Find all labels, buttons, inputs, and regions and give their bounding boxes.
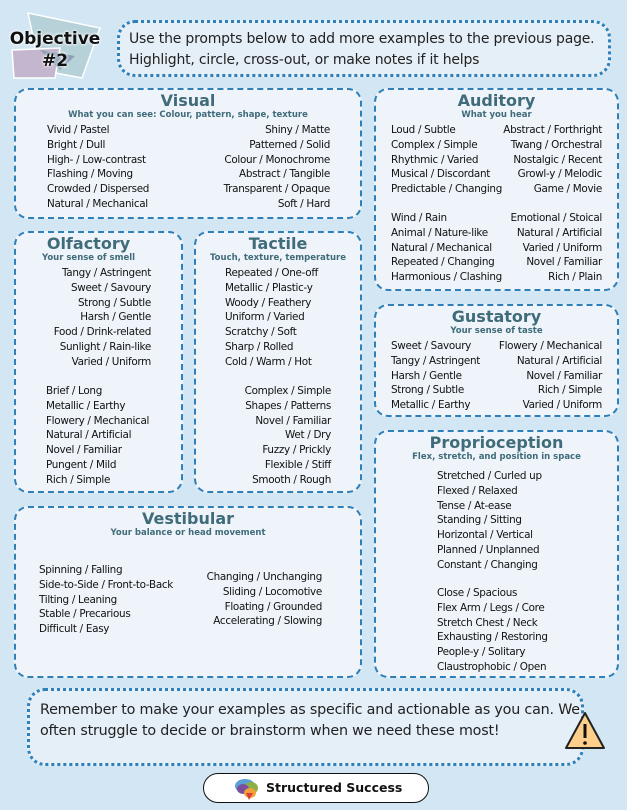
list-item: Sliding / Locomotive (222, 585, 322, 598)
list-item: Claustrophobic / Open (437, 660, 547, 673)
section-vestibular (14, 506, 362, 678)
list-item: Game / Movie (533, 183, 602, 196)
list-item: Predictable / Changing (391, 183, 502, 196)
section-subtitle: Flex, stretch, and position in space (412, 452, 581, 462)
item-column (39, 563, 173, 637)
brand-name: Structured Success (266, 780, 403, 795)
brain-logo-icon (233, 776, 261, 802)
list-item: Natural / Artificial (516, 226, 602, 239)
item-column (437, 469, 542, 573)
section-subtitle: What you can see: Colour, pattern, shape, texture (68, 110, 308, 120)
section-subtitle: Your balance or head movement (110, 528, 266, 538)
list-item: Brief / Long (46, 385, 102, 397)
list-item: Shapes / Patterns (245, 399, 331, 412)
section-tactile (194, 231, 362, 493)
objective-title (0, 28, 110, 72)
item-column (245, 384, 331, 488)
prompt-box (117, 20, 611, 77)
list-item: Varied / Uniform (522, 399, 602, 412)
list-item: Animal / Nature-like (391, 226, 488, 239)
list-item: Flexible / Stiff (264, 458, 331, 471)
list-item: Close / Spacious (437, 587, 518, 599)
list-item: Varied / Uniform (71, 355, 151, 368)
list-item: Rich / Plain (548, 271, 602, 284)
list-item: Novel / Familiar (526, 256, 602, 269)
item-column (46, 384, 149, 488)
list-item: Planned / Unplanned (437, 543, 540, 556)
list-item: Flowery / Mechanical (498, 340, 602, 352)
list-item: Emotional / Stoical (510, 212, 602, 224)
list-item: Natural / Artificial (46, 429, 132, 442)
list-item: Woody / Feathery (225, 296, 312, 309)
list-item: Complex / Simple (391, 138, 478, 151)
reminder-text: Remember to make your examples as specific and actionable as you can. We often struggle to decide or brainstorm when we need these most! (40, 702, 580, 739)
list-item: Bright / Dull (47, 138, 106, 151)
list-item: Novel / Familiar (255, 414, 331, 427)
list-item: Stretch Chest / Neck (437, 616, 538, 629)
list-item: Scratchy / Soft (225, 326, 297, 339)
section-title: Olfactory (46, 234, 131, 253)
list-item: Difficult / Easy (39, 623, 110, 636)
list-item: Tangy / Astringent (391, 354, 481, 367)
section-subtitle: Your sense of taste (450, 326, 543, 336)
list-item: Flashing / Moving (47, 168, 133, 181)
objective-line1: Objective (9, 29, 101, 49)
list-item: Nostalgic / Recent (513, 153, 602, 166)
reminder-box (27, 688, 584, 766)
list-item: Crowded / Dispersed (47, 183, 150, 196)
section-subtitle: What you hear (461, 110, 532, 120)
list-item: Metallic / Earthy (46, 399, 126, 412)
objective-line2: #2 (41, 51, 69, 71)
list-item: Changing / Unchanging (206, 571, 322, 583)
section-title: Auditory (457, 91, 536, 110)
list-item: High- / Low-contrast (47, 153, 146, 166)
list-item: Abstract / Tangible (239, 168, 330, 181)
item-column (391, 123, 502, 197)
section-subtitle: Touch, texture, temperature (210, 253, 346, 263)
list-item: Repeated / Changing (391, 256, 495, 269)
list-item: Vivid / Pastel (47, 124, 110, 136)
list-item: Abstract / Forthright (503, 124, 602, 136)
list-item: Harsh / Gentle (80, 311, 151, 324)
list-item: Horizontal / Vertical (437, 529, 533, 542)
list-item: Exhausting / Restoring (437, 631, 548, 644)
list-item: Pungent / Mild (46, 458, 117, 471)
list-item: Rich / Simple (537, 384, 602, 397)
warning-triangle-icon (563, 710, 607, 752)
item-column (225, 266, 318, 370)
item-column (511, 211, 603, 285)
list-item: Loud / Subtle (391, 124, 456, 136)
section-title: Visual (160, 91, 216, 110)
item-column (503, 123, 602, 197)
section-auditory (374, 88, 619, 291)
list-item: Side-to-Side / Front-to-Back (39, 578, 174, 591)
list-item: Rhythmic / Varied (391, 153, 479, 166)
item-column (499, 339, 602, 413)
list-item: Strong / Subtle (391, 384, 464, 397)
section-title: Gustatory (451, 307, 542, 326)
list-item: Growl-y / Melodic (517, 168, 602, 181)
list-item: Tangy / Astringent (61, 267, 151, 279)
list-item: Wind / Rain (391, 212, 447, 224)
section-visual (14, 88, 362, 219)
list-item: Transparent / Opaque (223, 183, 330, 196)
list-item: Soft / Hard (277, 197, 330, 210)
section-proprioception (374, 430, 619, 678)
brand-pill (203, 773, 429, 803)
list-item: Rich / Simple (46, 473, 111, 486)
item-column (391, 211, 502, 285)
list-item: Metallic / Plastic-y (225, 281, 313, 294)
list-item: Smooth / Rough (252, 473, 331, 486)
list-item: Flowery / Mechanical (46, 414, 150, 427)
item-column (224, 123, 330, 212)
item-column (437, 586, 548, 675)
list-item: Flex Arm / Legs / Core (437, 601, 545, 614)
list-item: Repeated / One-off (225, 267, 319, 279)
item-column (54, 266, 151, 370)
list-item: Stable / Precarious (39, 608, 131, 621)
prompt-text: Use the prompts below to add more examples to the previous page. Highlight, circle, cross-out, or make notes if it helps (129, 31, 595, 68)
list-item: Natural / Mechanical (47, 197, 148, 210)
list-item: Flexed / Relaxed (437, 484, 518, 497)
list-item: Sweet / Savoury (391, 340, 472, 352)
list-item: Sharp / Rolled (225, 340, 294, 353)
list-item: Constant / Changing (437, 558, 538, 571)
section-subtitle: Your sense of smell (41, 253, 136, 263)
list-item: Food / Drink-related (53, 326, 151, 339)
section-gustatory (374, 304, 619, 417)
list-item: Shiny / Matte (265, 124, 330, 136)
list-item: Spinning / Falling (39, 564, 123, 576)
section-title: Vestibular (141, 509, 235, 528)
list-item: Uniform / Varied (225, 311, 305, 324)
list-item: Tense / At-ease (437, 499, 512, 512)
list-item: Twang / Orchestral (510, 138, 602, 151)
list-item: Sunlight / Rain-like (59, 340, 151, 353)
list-item: Harsh / Gentle (391, 369, 462, 382)
list-item: People-y / Solitary (437, 646, 526, 659)
item-column (47, 123, 149, 212)
list-item: Metallic / Earthy (391, 399, 471, 412)
list-item: Sweet / Savoury (70, 281, 151, 294)
objective-badge (0, 8, 110, 88)
list-item: Strong / Subtle (78, 296, 151, 309)
section-title: Tactile (248, 234, 308, 253)
list-item: Natural / Artificial (516, 354, 602, 367)
list-item: Tilting / Leaning (39, 593, 117, 606)
list-item: Fuzzy / Prickly (262, 444, 331, 457)
list-item: Musical / Discordant (391, 168, 491, 181)
item-column (207, 570, 322, 629)
list-item: Harmonious / Clashing (391, 271, 502, 284)
section-olfactory (14, 231, 183, 493)
section-title: Proprioception (429, 433, 564, 452)
item-column (391, 339, 480, 413)
list-item: Floating / Grounded (224, 600, 322, 613)
list-item: Complex / Simple (244, 385, 331, 397)
list-item: Natural / Mechanical (391, 241, 492, 254)
list-item: Patterned / Solid (249, 138, 330, 151)
list-item: Novel / Familiar (526, 369, 602, 382)
list-item: Stretched / Curled up (437, 470, 542, 482)
list-item: Wet / Dry (285, 429, 331, 442)
list-item: Standing / Sitting (437, 514, 522, 527)
list-item: Varied / Uniform (522, 241, 602, 254)
list-item: Novel / Familiar (46, 444, 122, 457)
list-item: Accelerating / Slowing (213, 615, 322, 628)
list-item: Cold / Warm / Hot (225, 355, 312, 368)
list-item: Colour / Monochrome (224, 153, 330, 166)
